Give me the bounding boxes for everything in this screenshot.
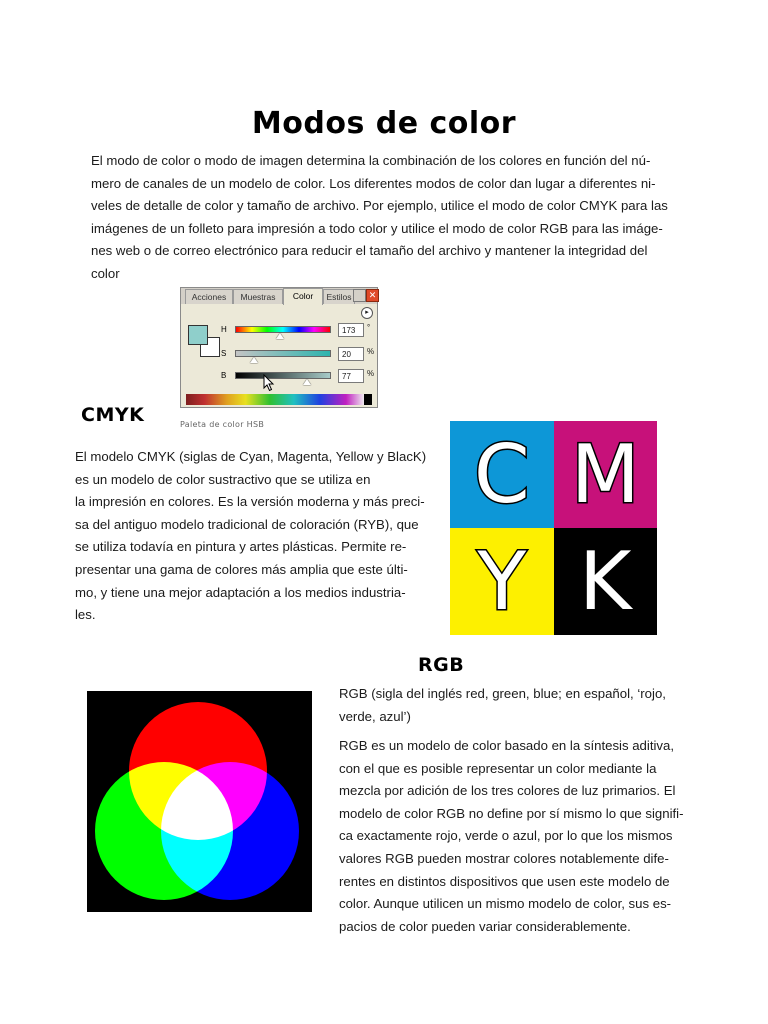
panel-menu-icon[interactable]: ▸: [361, 307, 373, 319]
text-line: pacios de color pueden variar considerablemente.: [339, 918, 631, 934]
brightness-slider-track[interactable]: [235, 372, 331, 379]
tab-acciones[interactable]: Acciones: [185, 289, 233, 304]
magenta-cell: [554, 421, 658, 528]
saturation-slider-thumb[interactable]: [250, 357, 258, 363]
saturation-slider-track[interactable]: [235, 350, 331, 357]
text-line: mo, y tiene una mejor adaptación a los medios industria-: [75, 584, 406, 600]
color-palette-panel: [180, 287, 378, 408]
brightness-slider-thumb[interactable]: [303, 379, 311, 385]
text-line: RGB es un modelo de color basado en la síntesis aditiva,: [339, 738, 675, 753]
text-line: rentes en distintos dispositivos que usen este modelo de: [339, 873, 670, 889]
hue-slider-track[interactable]: [235, 326, 331, 333]
saturation-value-field[interactable]: 20: [338, 347, 364, 361]
cyan-cell: [450, 421, 554, 528]
tab-estilos[interactable]: Estilos: [323, 289, 355, 304]
text-line: presentar una gama de colores más amplia que este últi-: [75, 561, 408, 577]
text-line: ca exactamente rojo, verde o azul, por lo que los mismos: [339, 828, 673, 844]
text-line: sa del antiguo modelo tradicional de coloración (RYB), que: [75, 516, 419, 532]
close-button[interactable]: ✕: [366, 289, 379, 302]
cell-letter: K: [579, 534, 632, 628]
text-line: se utiliza todavía en pintura y artes plásticas. Permite re-: [75, 539, 407, 555]
cell-letter: C: [473, 427, 530, 521]
text-line: les.: [75, 607, 96, 623]
text-line: modelo de color RGB no define por sí mismo lo que signifi-: [339, 805, 684, 821]
cmyk-color-grid: [450, 421, 657, 635]
blue-circle: [161, 762, 299, 900]
text-line: veles de detalle de color y tamaño de archivo. Por ejemplo, utilice el modo de color CMYK para las: [91, 198, 668, 214]
text-line: mero de canales de un modelo de color. Los diferentes modos de color dan lugar a diferentes ni-: [91, 175, 656, 191]
rgb-heading: RGB: [418, 654, 465, 676]
black-cell: [554, 528, 658, 635]
minimize-button[interactable]: [353, 289, 366, 302]
palette-caption: Paleta de color HSB: [180, 420, 265, 429]
foreground-color-swatch[interactable]: [188, 325, 208, 345]
text-line: verde, azul’): [339, 708, 411, 724]
text-line: color: [91, 265, 120, 281]
color-spectrum-bar[interactable]: [186, 394, 372, 405]
text-line: El modo de color o modo de imagen determina la combinación de los colores en función del nú-: [91, 153, 651, 168]
text-line: la impresión en colores. Es la versión moderna y más preci-: [75, 494, 425, 510]
rgb-additive-diagram: [87, 691, 312, 912]
palette-tab-bar: [181, 288, 377, 304]
channel-b-label: B: [221, 371, 227, 380]
rgb-definition-paragraph: [339, 683, 699, 728]
text-line: mezcla por adición de los tres colores de luz primarios. El: [339, 783, 676, 799]
hue-slider-thumb[interactable]: [276, 333, 284, 339]
cell-letter: Y: [477, 534, 527, 628]
text-line: imágenes de un folleto para impresión a todo color y utilice el modo de color RGB para las imáge-: [91, 220, 663, 236]
tab-muestras[interactable]: Muestras: [233, 289, 283, 304]
mouse-cursor-icon: [263, 374, 275, 392]
text-line: nes web o de correo electrónico para reducir el tamaño del archivo y mantener la integridad del: [91, 243, 648, 259]
text-line: RGB (sigla del inglés red, green, blue; en español, ‘rojo,: [339, 686, 666, 701]
intro-paragraph: [91, 150, 691, 286]
channel-s-label: S: [221, 349, 227, 358]
yellow-cell: [450, 528, 554, 635]
text-line: El modelo CMYK (siglas de Cyan, Magenta, Yellow y BlacK): [75, 449, 427, 464]
cmyk-paragraph: [75, 446, 435, 627]
text-line: es un modelo de color sustractivo que se utiliza en: [75, 471, 371, 487]
hue-unit: °: [367, 323, 371, 332]
text-line: con el que es posible representar un color mediante la: [339, 760, 657, 776]
cell-letter: M: [570, 427, 640, 521]
text-line: color. Aunque utilicen un mismo modelo de color, sus es-: [339, 896, 672, 912]
rgb-description-paragraph: [339, 735, 699, 938]
tab-color[interactable]: Color: [283, 288, 323, 305]
spectrum-black-end[interactable]: [364, 394, 372, 405]
brightness-value-field[interactable]: 77: [338, 369, 364, 383]
text-line: valores RGB pueden mostrar colores notablemente dife-: [339, 850, 669, 866]
hue-value-field[interactable]: 173: [338, 323, 364, 337]
cmyk-heading: CMYK: [81, 404, 145, 426]
channel-h-label: H: [221, 325, 227, 334]
brightness-unit: %: [367, 369, 375, 378]
saturation-unit: %: [367, 347, 375, 356]
page-title: Modos de color: [251, 106, 517, 141]
